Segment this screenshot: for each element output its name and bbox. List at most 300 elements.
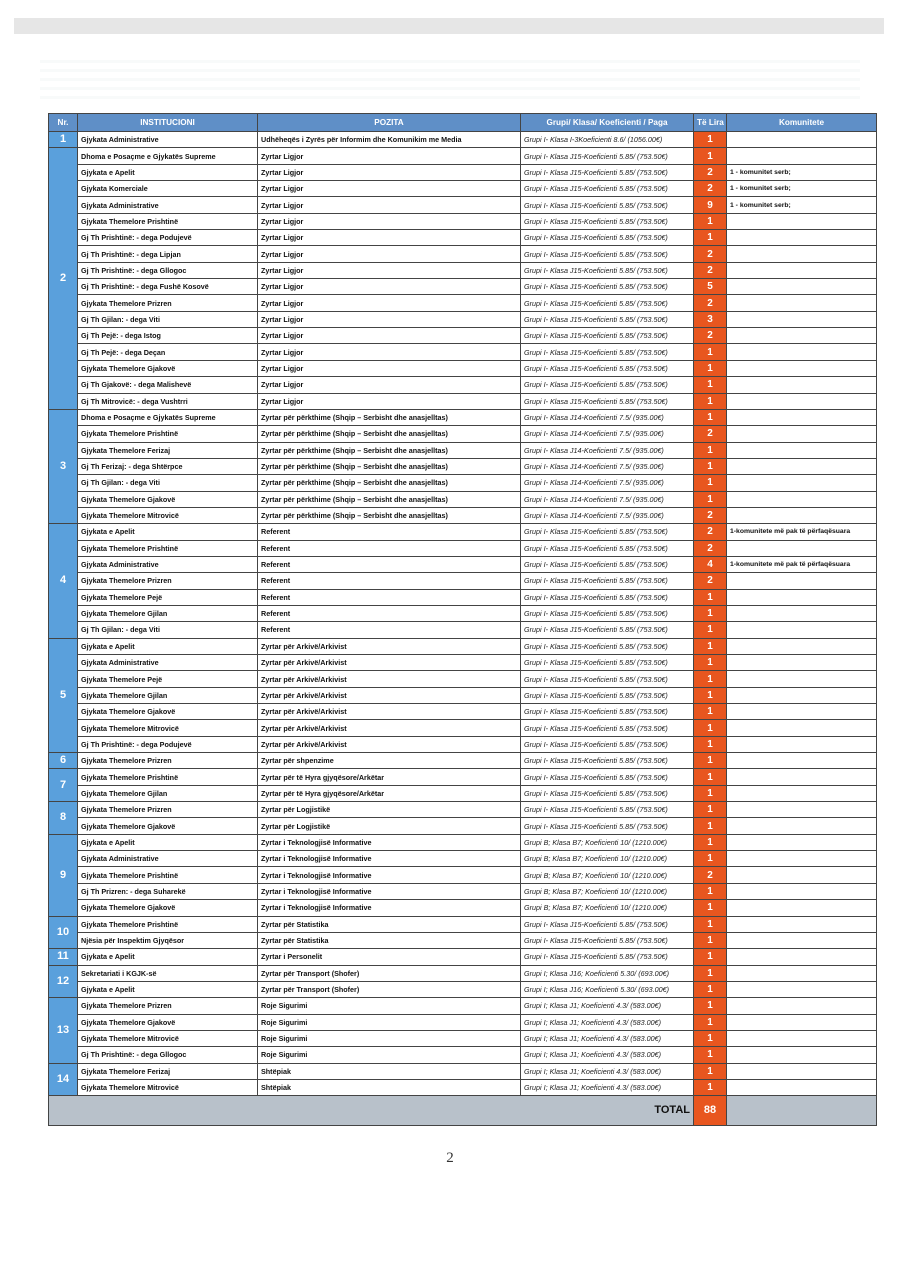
table-row [49,622,877,638]
community-cell [727,981,877,997]
community-cell [727,1063,877,1079]
table-row [49,1030,877,1046]
institution-cell: Gjykata Administrative [78,556,258,572]
position-cell: Zyrtar i Teknologjisë Informative [258,851,521,867]
position-cell: Zyrtar për Logjistikë [258,802,521,818]
table-header-row [49,114,877,132]
vacancies-cell: 9 [694,197,727,213]
table-row [49,834,877,850]
vacancies-cell: 1 [694,230,727,246]
header-institucioni: INSTITUCIONI [78,114,258,132]
group-class-salary-cell: Grupi I- Klasa J15-Koeficienti 5.85/ (753.50€) [521,638,694,654]
community-cell [727,377,877,393]
position-cell: Zyrtar Ligjor [258,164,521,180]
position-cell: Zyrtar Ligjor [258,262,521,278]
position-cell: Udhëheqës i Zyrës për Informim dhe Komunikim me Media [258,132,521,148]
table-row [49,197,877,213]
vacancies-cell: 1 [694,753,727,769]
table-row [49,785,877,801]
community-cell [727,148,877,164]
table-row [49,491,877,507]
institution-cell: Gjykata Themelore Prishtinë [78,426,258,442]
row-number: 3 [49,409,78,523]
position-cell: Roje Sigurimi [258,1030,521,1046]
table-row [49,507,877,523]
group-class-salary-cell: Grupi I; Klasa J16; Koeficienti 5.30/ (693.00€) [521,965,694,981]
group-class-salary-cell: Grupi I; Klasa J1; Koeficienti 4.3/ (583.00€) [521,1014,694,1030]
position-cell: Zyrtar për përkthime (Shqip – Serbisht dhe anasjelltas) [258,458,521,474]
vacancies-cell: 1 [694,360,727,376]
table-row [49,409,877,425]
table-row [49,540,877,556]
table-row [49,295,877,311]
institution-cell: Gjykata Themelore Mitrovicë [78,507,258,523]
group-class-salary-cell: Grupi I- Klasa J15-Koeficienti 5.85/ (753.50€) [521,360,694,376]
table-row [49,458,877,474]
position-cell: Zyrtar për përkthime (Shqip – Serbisht dhe anasjelltas) [258,442,521,458]
vacancies-cell: 1 [694,851,727,867]
group-class-salary-cell: Grupi I- Klasa J15-Koeficienti 5.85/ (753.50€) [521,720,694,736]
community-cell: 1-komunitete më pak të përfaqësuara [727,524,877,540]
position-cell: Zyrtar për të Hyra gjyqësore/Arkëtar [258,785,521,801]
institution-cell: Gjykata e Apelit [78,164,258,180]
group-class-salary-cell: Grupi I- Klasa J15-Koeficienti 5.85/ (753.50€) [521,802,694,818]
table-row [49,328,877,344]
group-class-salary-cell: Grupi I- Klasa J15-Koeficienti 5.85/ (753.50€) [521,655,694,671]
community-cell [727,965,877,981]
group-class-salary-cell: Grupi I- Klasa J15-Koeficienti 5.85/ (753.50€) [521,295,694,311]
group-class-salary-cell: Grupi I; Klasa J1; Koeficienti 4.3/ (583.00€) [521,1030,694,1046]
table-row [49,148,877,164]
position-cell: Zyrtar për Arkivë/Arkivist [258,704,521,720]
group-class-salary-cell: Grupi I- Klasa J14-Koeficienti 7.5/ (935.00€) [521,491,694,507]
row-number: 1 [49,132,78,148]
community-cell [727,279,877,295]
position-cell: Referent [258,524,521,540]
institution-cell: Gjykata Themelore Prishtinë [78,540,258,556]
position-cell: Zyrtar për Transport (Shofer) [258,965,521,981]
row-number: 12 [49,965,78,998]
community-cell [727,687,877,703]
community-cell [727,704,877,720]
group-class-salary-cell: Grupi I- Klasa J15-Koeficienti 5.85/ (753.50€) [521,769,694,785]
table-row [49,344,877,360]
table-row [49,279,877,295]
institution-cell: Gjykata Themelore Gjakovë [78,818,258,834]
vacancies-cell: 1 [694,605,727,621]
vacancies-cell: 4 [694,556,727,572]
community-cell [727,458,877,474]
community-cell [727,605,877,621]
vacancies-cell: 2 [694,867,727,883]
community-cell [727,393,877,409]
community-cell [727,409,877,425]
group-class-salary-cell: Grupi I- Klasa J15-Koeficienti 5.85/ (753.50€) [521,687,694,703]
position-cell: Zyrtar Ligjor [258,230,521,246]
institution-cell: Gjykata e Apelit [78,949,258,965]
community-cell [727,998,877,1014]
position-cell: Referent [258,540,521,556]
group-class-salary-cell: Grupi I- Klasa J15-Koeficienti 5.85/ (753.50€) [521,785,694,801]
vacancies-cell: 1 [694,213,727,229]
community-cell [727,540,877,556]
group-class-salary-cell: Grupi I- Klasa I-3Koeficienti 8.6/ (1056.00€) [521,132,694,148]
position-cell: Zyrtar për shpenzime [258,753,521,769]
group-class-salary-cell: Grupi I- Klasa J15-Koeficienti 5.85/ (753.50€) [521,524,694,540]
group-class-salary-cell: Grupi I- Klasa J15-Koeficienti 5.85/ (753.50€) [521,916,694,932]
group-class-salary-cell: Grupi I- Klasa J15-Koeficienti 5.85/ (753.50€) [521,164,694,180]
position-cell: Zyrtar Ligjor [258,393,521,409]
vacancies-cell: 1 [694,491,727,507]
institution-cell: Gjykata Themelore Prizren [78,573,258,589]
institution-cell: Gjykata Themelore Prishtinë [78,916,258,932]
vacancies-cell: 1 [694,900,727,916]
vacancies-cell: 2 [694,164,727,180]
group-class-salary-cell: Grupi B; Klasa B7; Koeficienti 10/ (1210.00€) [521,851,694,867]
community-cell: 1 - komunitet serb; [727,181,877,197]
position-cell: Shtëpiak [258,1063,521,1079]
table-row [49,704,877,720]
institution-cell: Gjykata e Apelit [78,524,258,540]
table-row [49,867,877,883]
vacancies-cell: 2 [694,573,727,589]
table-row [49,262,877,278]
community-cell: 1-komunitete më pak të përfaqësuara [727,556,877,572]
vacancy-table [48,113,877,1126]
community-cell [727,442,877,458]
institution-cell: Gj Th Gjilan: - dega Viti [78,475,258,491]
group-class-salary-cell: Grupi I; Klasa J1; Koeficienti 4.3/ (583.00€) [521,1047,694,1063]
community-cell [727,736,877,752]
table-row [49,181,877,197]
position-cell: Zyrtar për përkthime (Shqip – Serbisht dhe anasjelltas) [258,491,521,507]
institution-cell: Gj Th Prishtinë: - dega Lipjan [78,246,258,262]
institution-cell: Gjykata Administrative [78,132,258,148]
vacancies-cell: 1 [694,704,727,720]
vacancies-cell: 1 [694,932,727,948]
institution-cell: Gj Th Ferizaj: - dega Shtërpce [78,458,258,474]
community-cell: 1 - komunitet serb; [727,197,877,213]
community-cell [727,213,877,229]
table-row [49,900,877,916]
community-cell [727,132,877,148]
community-cell [727,360,877,376]
group-class-salary-cell: Grupi I; Klasa J16; Koeficienti 5.30/ (693.00€) [521,981,694,997]
community-cell [727,802,877,818]
row-number: 8 [49,802,78,835]
table-row [49,393,877,409]
institution-cell: Gjykata Themelore Mitrovicë [78,720,258,736]
institution-cell: Gjykata e Apelit [78,834,258,850]
institution-cell: Gjykata Themelore Gjakovë [78,1014,258,1030]
table-row [49,851,877,867]
group-class-salary-cell: Grupi I; Klasa J1; Koeficienti 4.3/ (583.00€) [521,1079,694,1095]
row-number: 7 [49,769,78,802]
group-class-salary-cell: Grupi I- Klasa J15-Koeficienti 5.85/ (753.50€) [521,589,694,605]
page-number: 2 [446,1150,454,1166]
community-cell: 1 - komunitet serb; [727,164,877,180]
institution-cell: Gjykata Themelore Prishtinë [78,769,258,785]
vacancies-cell: 2 [694,181,727,197]
vacancies-cell: 1 [694,720,727,736]
institution-cell: Njësia për Inspektim Gjyqësor [78,932,258,948]
group-class-salary-cell: Grupi I- Klasa J15-Koeficienti 5.85/ (753.50€) [521,818,694,834]
group-class-salary-cell: Grupi I- Klasa J14-Koeficienti 7.5/ (935.00€) [521,442,694,458]
bleed-through-shadow [40,60,860,104]
position-cell: Zyrtar për Transport (Shofer) [258,981,521,997]
table-row [49,818,877,834]
group-class-salary-cell: Grupi I- Klasa J15-Koeficienti 5.85/ (753.50€) [521,230,694,246]
group-class-salary-cell: Grupi I- Klasa J15-Koeficienti 5.85/ (753.50€) [521,213,694,229]
group-class-salary-cell: Grupi I- Klasa J15-Koeficienti 5.85/ (753.50€) [521,393,694,409]
institution-cell: Gjykata Themelore Gjilan [78,687,258,703]
institution-cell: Gjykata e Apelit [78,981,258,997]
group-class-salary-cell: Grupi I- Klasa J15-Koeficienti 5.85/ (753.50€) [521,704,694,720]
table-row [49,475,877,491]
vacancies-cell: 1 [694,1079,727,1095]
position-cell: Zyrtar për Arkivë/Arkivist [258,687,521,703]
institution-cell: Gjykata Themelore Pejë [78,671,258,687]
community-cell [727,344,877,360]
community-cell [727,638,877,654]
institution-cell: Gjykata Themelore Pejë [78,589,258,605]
vacancies-cell: 1 [694,671,727,687]
vacancies-cell: 1 [694,475,727,491]
vacancies-cell: 2 [694,426,727,442]
position-cell: Referent [258,605,521,621]
position-cell: Zyrtar për përkthime (Shqip – Serbisht dhe anasjelltas) [258,426,521,442]
vacancies-cell: 1 [694,818,727,834]
vacancies-cell: 1 [694,344,727,360]
institution-cell: Gjykata Themelore Gjakovë [78,704,258,720]
position-cell: Zyrtar Ligjor [258,377,521,393]
institution-cell: Gjykata Themelore Ferizaj [78,442,258,458]
position-cell: Zyrtar Ligjor [258,360,521,376]
position-cell: Zyrtar i Personelit [258,949,521,965]
position-cell: Shtëpiak [258,1079,521,1095]
group-class-salary-cell: Grupi I; Klasa J1; Koeficienti 4.3/ (583.00€) [521,998,694,1014]
community-cell [727,1030,877,1046]
position-cell: Zyrtar Ligjor [258,181,521,197]
table-row [49,802,877,818]
community-cell [727,230,877,246]
vacancies-cell: 1 [694,393,727,409]
total-label: TOTAL [49,1096,694,1126]
vacancies-cell: 1 [694,655,727,671]
position-cell: Zyrtar për përkthime (Shqip – Serbisht dhe anasjelltas) [258,409,521,425]
row-number: 13 [49,998,78,1063]
position-cell: Roje Sigurimi [258,998,521,1014]
community-cell [727,507,877,523]
table-row [49,573,877,589]
table-row [49,213,877,229]
group-class-salary-cell: Grupi I- Klasa J15-Koeficienti 5.85/ (753.50€) [521,736,694,752]
institution-cell: Gjykata Themelore Gjakovë [78,360,258,376]
institution-cell: Gj Th Pejë: - dega Deçan [78,344,258,360]
community-cell [727,262,877,278]
group-class-salary-cell: Grupi I- Klasa J14-Koeficienti 7.5/ (935.00€) [521,409,694,425]
vacancies-cell: 1 [694,622,727,638]
table-row [49,916,877,932]
table-row [49,671,877,687]
institution-cell: Gjykata Themelore Mitrovicë [78,1030,258,1046]
table-row [49,360,877,376]
vacancies-cell: 1 [694,377,727,393]
community-cell [727,1079,877,1095]
institution-cell: Gjykata Themelore Prizren [78,753,258,769]
community-cell [727,655,877,671]
community-cell [727,295,877,311]
vacancies-cell: 1 [694,1014,727,1030]
institution-cell: Gj Th Gjilan: - dega Viti [78,311,258,327]
community-cell [727,916,877,932]
group-class-salary-cell: Grupi I- Klasa J15-Koeficienti 5.85/ (753.50€) [521,197,694,213]
community-cell [727,328,877,344]
group-class-salary-cell: Grupi I- Klasa J14-Koeficienti 7.5/ (935.00€) [521,426,694,442]
group-class-salary-cell: Grupi I- Klasa J15-Koeficienti 5.85/ (753.50€) [521,671,694,687]
table-row [49,687,877,703]
vacancies-cell: 1 [694,916,727,932]
group-class-salary-cell: Grupi I- Klasa J15-Koeficienti 5.85/ (753.50€) [521,328,694,344]
vacancies-cell: 1 [694,687,727,703]
institution-cell: Gj Th Prizren: - dega Suharekë [78,883,258,899]
table-row [49,932,877,948]
group-class-salary-cell: Grupi I- Klasa J14-Koeficienti 7.5/ (935.00€) [521,458,694,474]
table-row [49,949,877,965]
position-cell: Zyrtar për të Hyra gjyqësore/Arkëtar [258,769,521,785]
group-class-salary-cell: Grupi I- Klasa J15-Koeficienti 5.85/ (753.50€) [521,311,694,327]
vacancies-cell: 1 [694,834,727,850]
group-class-salary-cell: Grupi B; Klasa B7; Koeficienti 10/ (1210.00€) [521,900,694,916]
vacancies-cell: 1 [694,148,727,164]
table-row [49,1063,877,1079]
row-number: 11 [49,949,78,965]
group-class-salary-cell: Grupi I- Klasa J15-Koeficienti 5.85/ (753.50€) [521,556,694,572]
institution-cell: Gj Th Prishtinë: - dega Fushë Kosovë [78,279,258,295]
row-number: 2 [49,148,78,410]
position-cell: Zyrtar për Arkivë/Arkivist [258,671,521,687]
table-row [49,883,877,899]
group-class-salary-cell: Grupi I- Klasa J14-Koeficienti 7.5/ (935.00€) [521,507,694,523]
position-cell: Referent [258,556,521,572]
position-cell: Referent [258,573,521,589]
table-row [49,164,877,180]
institution-cell: Gjykata Themelore Prizren [78,295,258,311]
vacancies-cell: 1 [694,409,727,425]
position-cell: Referent [258,589,521,605]
vacancies-cell: 1 [694,442,727,458]
institution-cell: Gj Th Prishtinë: - dega Podujevë [78,230,258,246]
position-cell: Zyrtar i Teknologjisë Informative [258,900,521,916]
total-value: 88 [694,1096,727,1126]
table-row [49,230,877,246]
total-empty-cell [727,1096,877,1126]
institution-cell: Gj Th Prishtinë: - dega Podujevë [78,736,258,752]
table-row [49,132,877,148]
row-number: 6 [49,753,78,769]
vacancies-cell: 2 [694,246,727,262]
vacancies-cell: 2 [694,262,727,278]
community-cell [727,932,877,948]
vacancies-cell: 1 [694,802,727,818]
position-cell: Zyrtar për përkthime (Shqip – Serbisht dhe anasjelltas) [258,475,521,491]
vacancies-cell: 5 [694,279,727,295]
institution-cell: Dhoma e Posaçme e Gjykatës Supreme [78,148,258,164]
group-class-salary-cell: Grupi I- Klasa J15-Koeficienti 5.85/ (753.50€) [521,262,694,278]
row-number: 10 [49,916,78,949]
group-class-salary-cell: Grupi I- Klasa J14-Koeficienti 7.5/ (935.00€) [521,475,694,491]
community-cell [727,573,877,589]
community-cell [727,900,877,916]
position-cell: Zyrtar për Arkivë/Arkivist [258,736,521,752]
vacancies-cell: 1 [694,458,727,474]
group-class-salary-cell: Grupi B; Klasa B7; Koeficienti 10/ (1210.00€) [521,867,694,883]
community-cell [727,246,877,262]
institution-cell: Gjykata Themelore Prishtinë [78,213,258,229]
row-number: 9 [49,834,78,916]
header-pozita: POZITA [258,114,521,132]
position-cell: Zyrtar i Teknologjisë Informative [258,883,521,899]
community-cell [727,883,877,899]
institution-cell: Gjykata Administrative [78,655,258,671]
community-cell [727,720,877,736]
vacancies-cell: 1 [694,132,727,148]
position-cell: Zyrtar Ligjor [258,311,521,327]
table-row [49,556,877,572]
position-cell: Zyrtar për Arkivë/Arkivist [258,638,521,654]
vacancies-cell: 1 [694,981,727,997]
position-cell: Zyrtar Ligjor [258,328,521,344]
position-cell: Zyrtar Ligjor [258,148,521,164]
header-komunitete: Komunitete [727,114,877,132]
group-class-salary-cell: Grupi B; Klasa B7; Koeficienti 10/ (1210.00€) [521,883,694,899]
community-cell [727,671,877,687]
group-class-salary-cell: Grupi I- Klasa J15-Koeficienti 5.85/ (753.50€) [521,753,694,769]
community-cell [727,491,877,507]
table-row [49,1079,877,1095]
table-row [49,524,877,540]
community-cell [727,753,877,769]
vacancies-cell: 1 [694,1047,727,1063]
community-cell [727,426,877,442]
community-cell [727,834,877,850]
header-grupi: Grupi/ Klasa/ Koeficienti / Paga [521,114,694,132]
group-class-salary-cell: Grupi I; Klasa J1; Koeficienti 4.3/ (583.00€) [521,1063,694,1079]
institution-cell: Gjykata Themelore Prizren [78,998,258,1014]
vacancies-cell: 1 [694,769,727,785]
group-class-salary-cell: Grupi I- Klasa J15-Koeficienti 5.85/ (753.50€) [521,344,694,360]
community-cell [727,785,877,801]
community-cell [727,769,877,785]
group-class-salary-cell: Grupi I- Klasa J15-Koeficienti 5.85/ (753.50€) [521,949,694,965]
vacancies-cell: 2 [694,328,727,344]
community-cell [727,949,877,965]
position-cell: Roje Sigurimi [258,1047,521,1063]
table-row [49,655,877,671]
vacancies-cell: 2 [694,507,727,523]
group-class-salary-cell: Grupi I- Klasa J15-Koeficienti 5.85/ (753.50€) [521,540,694,556]
vacancies-cell: 1 [694,965,727,981]
institution-cell: Gj Th Gjilan: - dega Viti [78,622,258,638]
institution-cell: Gjykata Themelore Prizren [78,802,258,818]
position-cell: Roje Sigurimi [258,1014,521,1030]
table-row [49,426,877,442]
group-class-salary-cell: Grupi I- Klasa J15-Koeficienti 5.85/ (753.50€) [521,622,694,638]
community-cell [727,818,877,834]
position-cell: Zyrtar i Teknologjisë Informative [258,834,521,850]
position-cell: Zyrtar Ligjor [258,295,521,311]
community-cell [727,1014,877,1030]
